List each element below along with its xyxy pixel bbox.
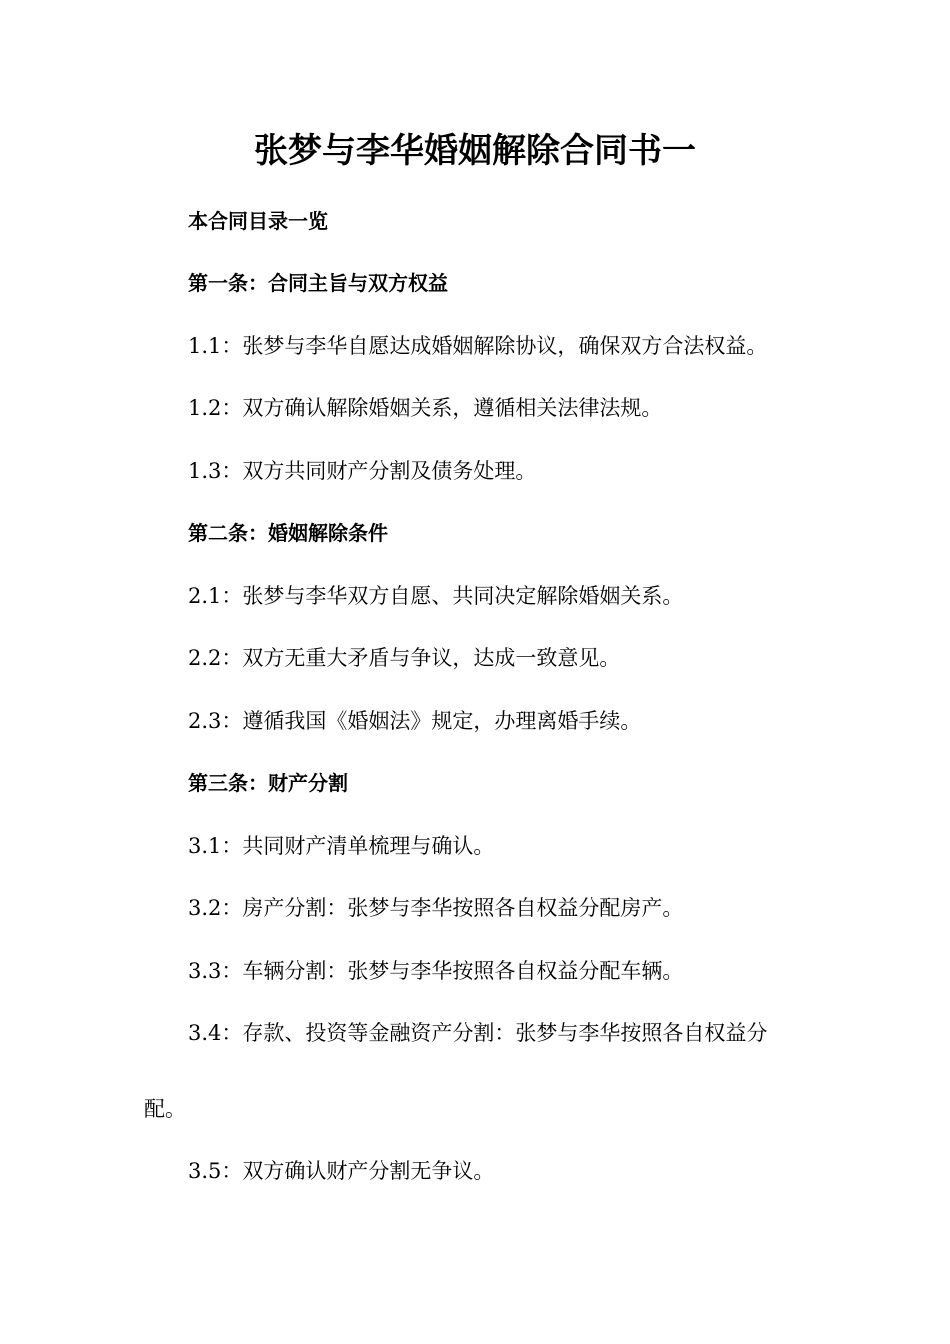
document-title: 张梦与李华婚姻解除合同书一 [254, 131, 696, 171]
clause-1-2: 1.2：双方确认解除婚姻关系，遵循相关法律法规。 [188, 396, 663, 420]
clause-3-3: 3.3：车辆分割：张梦与李华按照各自权益分配车辆。 [188, 959, 684, 983]
toc-heading: 本合同目录一览 [188, 209, 328, 233]
clause-2-2: 2.2：双方无重大矛盾与争议，达成一致意见。 [188, 646, 621, 670]
section-heading-3: 第三条：财产分割 [188, 771, 348, 795]
section-heading-1: 第一条：合同主旨与双方权益 [188, 271, 448, 295]
clause-3-4: 3.4：存款、投资等金融资产分割：张梦与李华按照各自权益分 [188, 1021, 768, 1045]
clause-2-3: 2.3：遵循我国《婚姻法》规定，办理离婚手续。 [188, 709, 642, 733]
clause-3-1: 3.1：共同财产清单梳理与确认。 [188, 834, 495, 858]
clause-1-1: 1.1：张梦与李华自愿达成婚姻解除协议，确保双方合法权益。 [188, 334, 768, 358]
section-heading-2: 第二条：婚姻解除条件 [188, 521, 388, 545]
clause-3-5: 3.5：双方确认财产分割无争议。 [188, 1159, 495, 1183]
clause-2-1: 2.1：张梦与李华双方自愿、共同决定解除婚姻关系。 [188, 584, 684, 608]
clause-3-4-continued: 配。 [144, 1097, 186, 1121]
clause-3-2: 3.2：房产分割：张梦与李华按照各自权益分配房产。 [188, 896, 684, 920]
clause-1-3: 1.3：双方共同财产分割及债务处理。 [188, 459, 537, 483]
